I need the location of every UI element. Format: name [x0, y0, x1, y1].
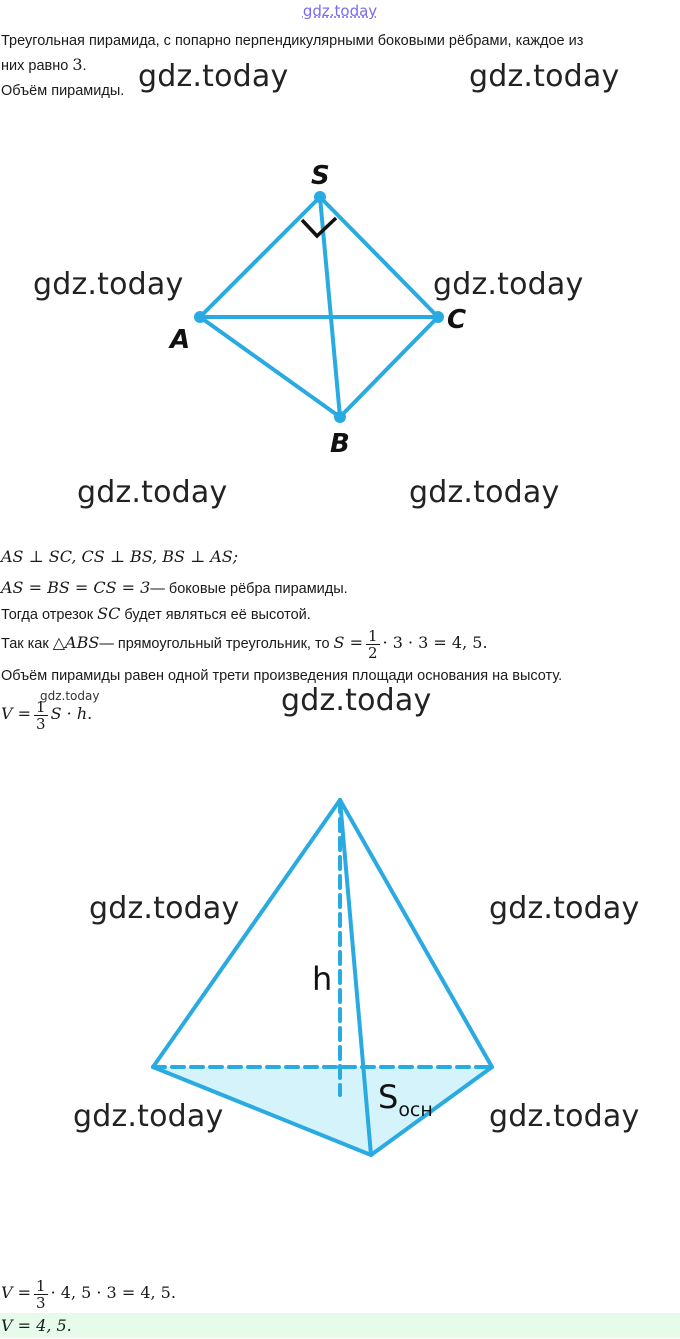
- edges-formula: AS = BS = CS = 3: [1, 578, 151, 597]
- formula-fraction: [34, 699, 48, 732]
- perpendicular-conditions: [1, 545, 238, 570]
- formula-frac-num: 1: [36, 697, 46, 716]
- vertex-c: [432, 311, 444, 323]
- site-link[interactable]: gdz.today: [302, 2, 378, 20]
- problem-line-3: Объём пирамиды.: [1, 83, 125, 99]
- watermark: gdz.today: [77, 475, 228, 510]
- watermark: gdz.today: [33, 267, 184, 302]
- calc-tail: · 4, 5 · 3 = 4, 5.: [50, 1283, 176, 1302]
- calc-v: V =: [1, 1283, 32, 1302]
- watermark: gdz.today: [489, 891, 640, 926]
- watermark-small: gdz.today: [40, 689, 100, 703]
- right-angle-mark: [302, 218, 336, 236]
- edge-value: 3: [72, 55, 83, 74]
- problem-line-2-prefix: них равно: [1, 58, 73, 74]
- problem-line-1: Треугольная пирамида, с попарно перпендикулярными боковыми рёбрами, каждое из: [1, 33, 584, 49]
- label-b: B: [330, 429, 350, 459]
- edge-ab: [200, 317, 340, 417]
- calc-frac-num: 1: [36, 1276, 46, 1295]
- problem-line-2: [1, 53, 87, 78]
- calc-frac-den: 3: [36, 1293, 46, 1312]
- formula-tail: S · h.: [50, 704, 93, 723]
- watermark: gdz.today: [409, 475, 560, 510]
- area-frac-den: 2: [368, 643, 378, 662]
- label-h: h: [312, 960, 333, 998]
- watermark: gdz.today: [469, 59, 620, 94]
- formula-frac-den: 3: [36, 714, 46, 733]
- watermark: gdz.today: [138, 59, 289, 94]
- label-a: A: [170, 325, 191, 355]
- calculation-line: [1, 1275, 176, 1312]
- height-suffix: будет являться её высотой.: [120, 607, 311, 623]
- area-line: [1, 625, 488, 662]
- edge-cb: [340, 317, 438, 417]
- area-frac-num: 1: [368, 626, 378, 645]
- edge-sc: [320, 197, 438, 317]
- area-prefix: Так как: [1, 636, 53, 652]
- label-s-letter: S: [378, 1078, 399, 1116]
- watermark: gdz.today: [281, 683, 432, 718]
- area-fraction: [366, 628, 380, 661]
- watermark: gdz.today: [489, 1099, 640, 1134]
- area-triangle: △ABS: [52, 633, 100, 652]
- volume-rule: Объём пирамиды равен одной трети произведения площади основания на высоту.: [1, 668, 563, 684]
- label-s: S: [311, 161, 330, 191]
- edge-sa: [200, 197, 320, 317]
- answer-formula: V = 4, 5.: [1, 1316, 72, 1335]
- vertex-b: [334, 411, 346, 423]
- area-mid: — прямоугольный треугольник, то: [99, 636, 334, 652]
- vertex-a: [194, 311, 206, 323]
- vertex-s: [314, 191, 326, 203]
- calc-fraction: [34, 1278, 48, 1311]
- pyramid-diagram: [150, 150, 480, 460]
- perp-formula: AS ⊥ SC, CS ⊥ BS, BS ⊥ AS;: [1, 547, 239, 566]
- edges-text: — боковые рёбра пирамиды.: [150, 581, 348, 597]
- edge-right: [340, 800, 492, 1067]
- edge-left: [153, 800, 340, 1067]
- height-line: [1, 602, 311, 627]
- area-tail: · 3 · 3 = 4, 5.: [382, 633, 488, 652]
- label-c: C: [447, 305, 467, 335]
- watermark: gdz.today: [73, 1099, 224, 1134]
- edges-line: [1, 576, 348, 601]
- answer-line: [1, 1314, 72, 1339]
- height-prefix: Тогда отрезок: [1, 607, 98, 623]
- watermark: gdz.today: [89, 891, 240, 926]
- label-s-sub: осн: [398, 1099, 433, 1121]
- formula-v: V =: [1, 704, 32, 723]
- watermark: gdz.today: [433, 267, 584, 302]
- answer-highlight: [0, 1313, 680, 1338]
- area-s: S =: [333, 633, 363, 652]
- problem-line-2-suffix: .: [82, 58, 87, 74]
- height-var: SC: [97, 604, 121, 623]
